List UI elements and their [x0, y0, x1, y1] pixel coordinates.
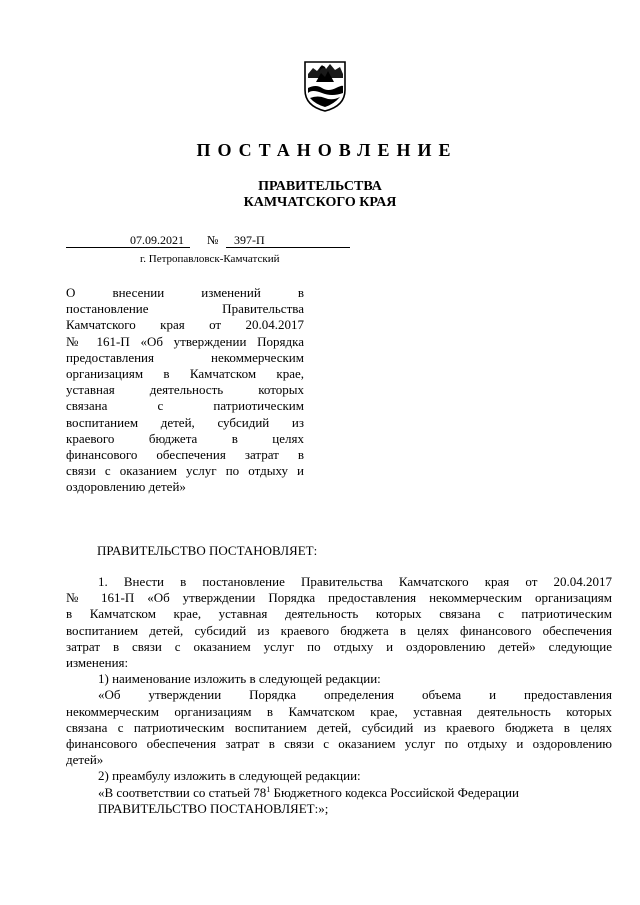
subject-line: оздоровлению детей»: [66, 479, 186, 495]
body-line: воспитанием детей, субсидий из краевого бюджета в целях финансового обеспечения: [66, 622, 612, 638]
body-line: 2) преамбулу изложить в следующей редакции:: [98, 768, 361, 784]
body-line: детей»: [66, 752, 104, 768]
subject-line: финансового обеспечения затрат в: [66, 447, 304, 463]
document-subject: [66, 285, 304, 496]
body-line: изменения:: [66, 655, 129, 671]
body-line-text: «В соответствии со статьей 78: [98, 784, 267, 800]
body-line: ПРАВИТЕЛЬСТВО ПОСТАНОВЛЯЕТ:»;: [98, 800, 329, 816]
body-line-text: Бюджетного кодекса Российской Федерации: [270, 784, 519, 800]
article-superscript: 1: [266, 784, 271, 794]
subject-line: связи с оказанием услуг по отдыху и: [66, 463, 304, 479]
subject-line: постановление Правительства: [66, 301, 304, 317]
subject-line: уставная деятельность которых: [66, 382, 304, 398]
subject-line: воспитанием детей, субсидий из: [66, 414, 304, 430]
body-line: связана с патриотическим воспитанием детей, субсидий из краевого бюджета в целях: [66, 719, 612, 735]
body-line: [66, 785, 612, 801]
body-line: «Об утверждении Порядка определения объема и предоставления: [98, 687, 612, 703]
body-line: некоммерческим организациям в Камчатском крае, уставная деятельность которых: [66, 703, 612, 719]
subject-line: краевого бюджета в целях: [66, 430, 304, 446]
body-line: в Камчатском крае, уставная деятельность которых связана с патриотическим: [66, 606, 612, 622]
resolve-heading: ПРАВИТЕЛЬСТВО ПОСТАНОВЛЯЕТ:: [97, 543, 318, 558]
subject-line: связана с патриотическим: [66, 398, 304, 414]
document-date: 07.09.2021: [66, 233, 190, 248]
subject-line: № 161-П «Об утверждении Порядка: [66, 333, 304, 349]
body-line: 1) наименование изложить в следующей редакции:: [98, 671, 381, 687]
body-line: 1. Внести в постановление Правительства Камчатского края от 20.04.2017: [98, 574, 612, 589]
body-line: затрат в связи с оказанием услуг по отдыху и оздоровлению детей» следующие: [66, 638, 612, 654]
subject-line: организациям в Камчатском крае,: [66, 366, 304, 382]
issue-city: г. Петропавловск-Камчатский: [140, 253, 280, 265]
document-body: [66, 574, 612, 817]
subject-line: О внесении изменений в: [66, 285, 304, 300]
issuer-line-2: КАМЧАТСКОГО КРАЯ: [243, 195, 397, 210]
issuer-line-1: ПРАВИТЕЛЬСТВА: [258, 179, 382, 194]
number-sign: №: [207, 233, 219, 247]
issuer-name: [0, 179, 640, 211]
document-type-title: ПОСТАНОВЛЕНИЕ: [196, 140, 458, 160]
body-line: № 161-П «Об утверждении Порядка предоставления некоммерческим организациям: [66, 590, 612, 606]
kamchatka-coat-of-arms-icon: [302, 60, 348, 112]
subject-line: предоставления некоммерческим: [66, 349, 304, 365]
body-line: финансового обеспечения затрат в связи с оказанием услуг по отдыху и оздоровлению: [66, 736, 612, 752]
document-number: 397-П: [226, 233, 350, 248]
registration-line: [66, 233, 350, 251]
subject-line: Камчатского края от 20.04.2017: [66, 317, 304, 333]
